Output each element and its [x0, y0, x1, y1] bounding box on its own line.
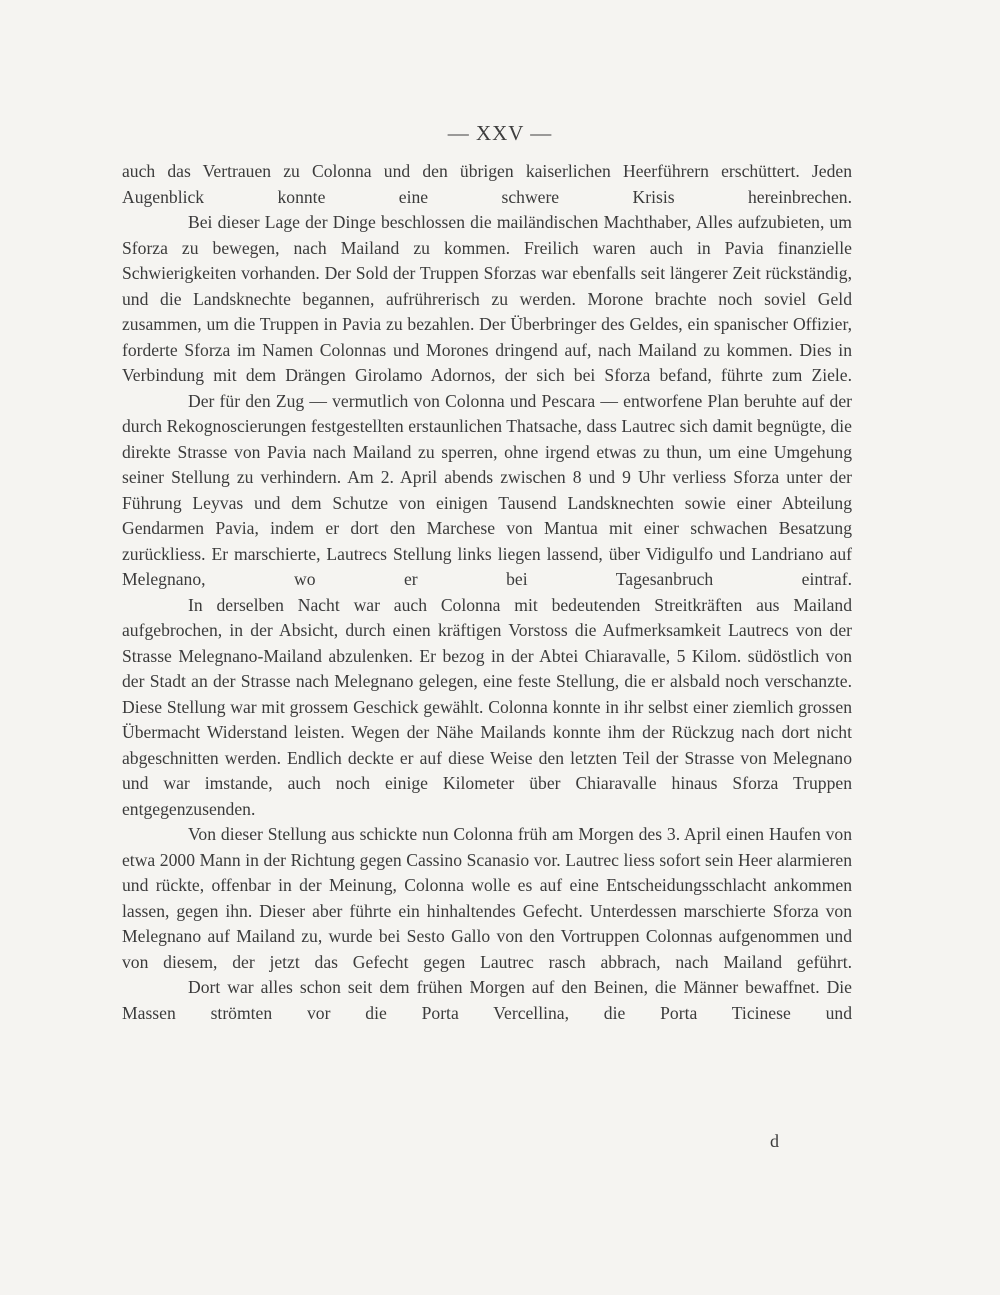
paragraph-4: In derselben Nacht war auch Colonna mit bedeutenden Streitkräften aus Mailand aufgebrochen, in der Absicht, durch einen kräftigen Vorstoss die Aufmerksamkeit Lautrecs von der Strasse Melegnano-Mailand abzulenken. Er bezog in der Abtei Chiaravalle, 5 Kilom. südöstlich von der Stadt an der Strasse nach Melegnano gelegen, eine feste Stellung, die er alsbald noch verschanzte. Diese Stellung war mit grossem Geschick gewählt. Colonna konnte in ihr selbst einer ziemlich grossen Übermacht Widerstand leisten. Wegen der Nähe Mailands konnte ihm der Rückzug nach dort nicht abgeschnitten werden. Endlich deckte er auf diese Weise den letzten Teil der Strasse von Melegnano und war imstande, auch noch einige Kilometer über Chiaravalle hinaus Sforza Truppen entgegenzusenden. — [122, 594, 852, 819]
paragraph-5: Von dieser Stellung aus schickte nun Colonna früh am Morgen des 3. April einen Haufen von etwa 2000 Mann in der Richtung gegen Cassino Scanasio vor. Lautrec liess sofort sein Heer alarmieren und rückte, offenbar in der Meinung, Colonna wolle es auf eine Entscheidungsschlacht ankommen lassen, gegen ihn. Dieser aber führte ein hinhaltendes Gefecht. Unterdessen marschierte Sforza von Melegnano auf Mailand zu, wurde bei Sesto Gallo von den Vortruppen Colonnas aufgenommen und von diesem, der jetzt das Gefecht gegen Lautrec rasch abbrach, nach Mailand geführt. — [122, 824, 852, 972]
body-text — [122, 159, 852, 1026]
signature-mark: d — [770, 1131, 779, 1151]
paragraph-2: Bei dieser Lage der Dinge beschlossen die mailändischen Machthaber, Alles aufzubieten, um Sforza zu bewegen, nach Mailand zu kommen. Freilich waren auch in Pavia finanzielle Schwierigkeiten vorhanden. Der Sold der Truppen Sforzas war ebenfalls seit längerer Zeit rückständig, und die Landsknechte begannen, aufrührerisch zu werden. Morone brachte noch soviel Geld zusammen, um die Truppen in Pavia zu bezahlen. Der Überbringer des Geldes, ein spanischer Offizier, forderte Sforza im Namen Colonnas und Morones dringend auf, nach Mailand zu kommen. Dies in Verbindung mit dem Drängen Girolamo Adornos, der sich bei Sforza befand, führte zum Ziele. — [122, 212, 852, 385]
paragraph-3: Der für den Zug — vermutlich von Colonna und Pescara — entworfene Plan beruhte auf der durch Rekognoscierungen festgestellten erstaunlichen Thatsache, dass Lautrec sich damit begnügte, die direkte Strasse von Pavia nach Mailand zu sperren, ohne irgend etwas zu thun, um eine Umgehung seiner Stellung zu verhindern. Am 2. April abends zwischen 8 und 9 Uhr verliess Sforza unter der Führung Leyvas und dem Schutze von einigen Tausend Landsknechten sowie einer Abteilung Gendarmen Pavia, indem er dort den Marchese von Mantua mit einer schwachen Besatzung zurückliess. Er marschierte, Lautrecs Stellung links liegen lassend, über Vidigulfo und Landriano auf Melegnano, wo er bei Tagesanbruch eintraf. — [122, 390, 852, 589]
paragraph-6: Dort war alles schon seit dem frühen Morgen auf den Beinen, die Männer bewaffnet. Die Massen strömten vor die Porta Vercellina, die Porta Ticinese und — [122, 977, 852, 1023]
page-number-header: — XXV — — [447, 121, 553, 145]
paragraph-1: auch das Vertrauen zu Colonna und den übrigen kaiserlichen Heerführern erschüttert. Jeden Augenblick konnte eine schwere Krisis hereinbrechen. — [122, 161, 852, 207]
